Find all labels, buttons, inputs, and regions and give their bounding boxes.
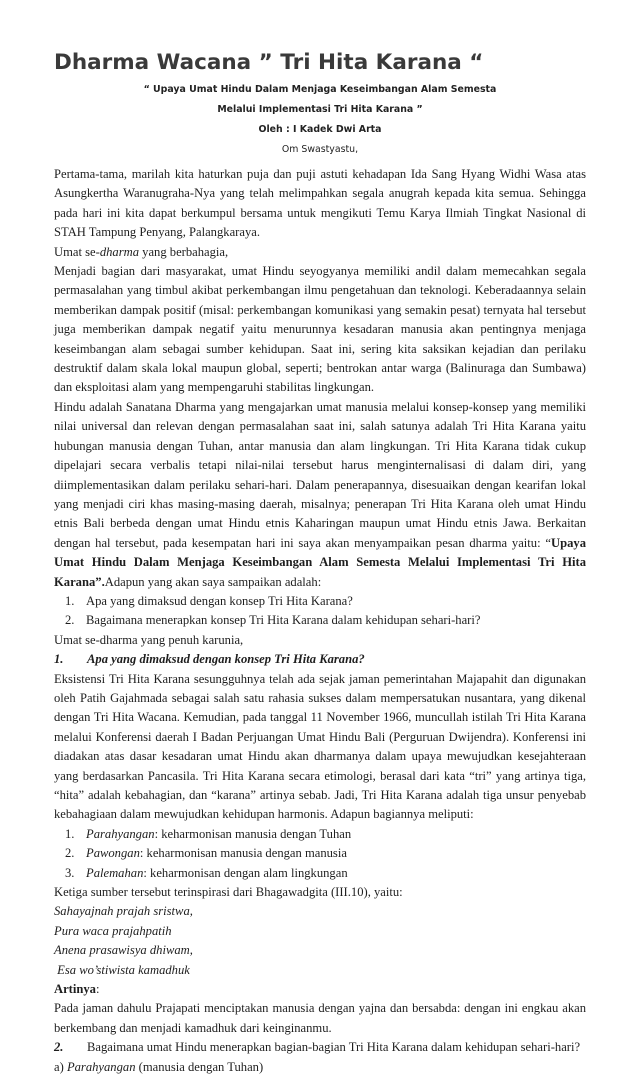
subsection-desc: (manusia dengan Tuhan): [135, 1059, 264, 1074]
meaning-colon: :: [95, 982, 100, 997]
paragraph-history: Eksistensi Tri Hita Karana sesungguhnya telah ada sejak jaman pemerintahan Majapahit dan digunakan oleh Patih Gajahmada sebagai salah satu rahasia sukses dalam mempersatukan nusantara, yang dikenal dengan Tri Hita Wacana. Kemudian, pada tanggal 11 November 1966, muncullah istilah Tri Hita Karana melalui Konferensi daerah I Badan Perjuangan Umat Hindu Bali (Perguruan Dwijendra). Konferensi ini diadakan atas dasar kesadaran umat Hindu akan dharmanya dalam upaya mewujudkan kesejahteraan yang berdasarkan Pancasila. Tri Hita Karana secara etimologi, berasal dari kata “tri” yang artinya tiga, “hita” adalah kebahagian, dan “karana” artinya sebab. Jadi, Tri Hita Karana adalah tiga unsur penyebab kebahagiaan dalam mewujudkan kehidupan harmonis. Adapun bagiannya meliputi:: [54, 671, 586, 822]
document-body: [54, 165, 586, 1077]
list-text: [86, 825, 351, 844]
intro-closing: Adapun yang akan saya sampaikan adalah:: [104, 574, 322, 589]
subsection-line: [54, 1058, 586, 1077]
list-text: Apa yang dimaksud dengan konsep Tri Hita Karana?: [86, 593, 353, 608]
subtitle-line-2: Melalui Implementasi Tri Hita Karana ”: [217, 104, 423, 115]
subtitle-line-1: “ Upaya Umat Hindu Dalam Menjaga Keseimbangan Alam Semesta: [143, 84, 497, 95]
list-number: 1.: [65, 826, 75, 841]
list-number: 2.: [65, 613, 75, 628]
paragraph-context: Menjadi bagian dari masyarakat, umat Hindu seyogyanya memiliki andil dalam memecahkan segala permasalahan yang timbul akibat perkembangan ilmu pengetahuan dan teknologi. Keberadaannya selain memberikan dampak positif (misal: perkembangan komunikasi yang semakin pesat) ternyata hal tersebut juga memberikan dampak negatif yaitu menurunnya kesadaran manusia akan pentingnya menjaga keseimbangan alam sebagai sumber kehidupan. Saat ini, sering kita saksikan kejadian dan perilaku destruktif dalam skala lokal maupun global, seperti; bentrokan antar warga (Balinuraga dan Sumbawa) dan eksploitasi alam yang mempengaruhi stabilitas lingkungan.: [54, 264, 586, 395]
verse-line: Sahayajnah prajah sristwa,: [54, 904, 193, 919]
heading-text: Bagaimana umat Hindu menerapkan bagian-bagian Tri Hita Karana dalam kehidupan sehari-hari?: [87, 1040, 581, 1055]
paragraph-introduction: [54, 398, 586, 592]
salutation-line-2: Umat se-dharma yang penuh karunia,: [54, 632, 244, 647]
author-line: Oleh : I Kadek Dwi Arta: [258, 124, 382, 135]
verse-line: Anena prasawisya dhiwam,: [54, 943, 193, 958]
list-item: [54, 825, 586, 844]
subsection-prefix: a): [54, 1059, 67, 1074]
list-item: [54, 611, 586, 630]
subsection-term: Parahyangan: [66, 1059, 136, 1074]
heading-number: 2.: [54, 1040, 64, 1055]
part-desc: : keharmonisan dengan alam lingkungan: [143, 865, 348, 880]
meaning-label: Artinya: [54, 982, 96, 997]
verse-line: Esa wo’stiwista kamadhuk: [54, 962, 190, 977]
list-text: [86, 844, 347, 863]
intro-theme-bold: Upaya Umat Hindu Dalam Menjaga Keseimbangan Alam Semesta Melalui Implementasi Tri Hita Karana”.: [54, 535, 586, 589]
parts-list: [54, 825, 586, 883]
part-term: Parahyangan: [86, 826, 155, 841]
part-term: Pawongan: [86, 846, 140, 861]
salutation-pre: Umat se-: [54, 244, 100, 259]
list-text: Bagaimana menerapkan konsep Tri Hita Karana dalam kehidupan sehari-hari?: [86, 613, 481, 628]
list-number: 2.: [65, 846, 75, 861]
document-page: [54, 50, 586, 1077]
source-line: Ketiga sumber tersebut terinspirasi dari Bhagawadgita (III.10), yaitu:: [54, 885, 403, 900]
questions-list: [54, 592, 586, 631]
verse-line: Pura waca prajahpatih: [54, 923, 172, 938]
part-desc: : keharmonisan manusia dengan Tuhan: [154, 826, 352, 841]
salutation-line: [54, 243, 586, 262]
list-item: [54, 844, 586, 863]
document-title: Dharma Wacana ” Tri Hita Karana “: [54, 50, 484, 75]
paragraph-meaning: Pada jaman dahulu Prajapati menciptakan manusia dengan yajna dan bersabda: dengan ini engkau akan berkembang dan menjadi kamadhuk dari keinginanmu.: [54, 1001, 586, 1035]
heading-number: 1.: [54, 652, 64, 667]
list-text: [86, 864, 348, 883]
list-item: [54, 864, 586, 883]
list-item: [54, 592, 586, 611]
section-heading-2: [54, 1038, 586, 1057]
greeting-line: Om Swastyastu,: [281, 144, 359, 155]
part-term: Palemahan: [86, 865, 144, 880]
meaning-label-line: [54, 980, 586, 999]
list-number: 1.: [65, 593, 75, 608]
salutation-italic: dharma: [99, 244, 139, 259]
list-number: 3.: [65, 865, 75, 880]
salutation-post: yang berbahagia,: [139, 244, 229, 259]
part-desc: : keharmonisan manusia dengan manusia: [139, 846, 347, 861]
heading-text: Apa yang dimaksud dengan konsep Tri Hita Karana?: [87, 652, 365, 667]
intro-text: Hindu adalah Sanatana Dharma yang mengajarkan umat manusia melalui konsep-konsep yang memiliki nilai universal dan relevan dengan permasalahan saat ini, salah satunya adalah Tri Hita Karana yaitu hubungan manusia dengan Tuhan, antar manusia dan alam lingkungan. Tri Hita Karana tidak cukup dipelajari secara verbalis tetapi nilai-nilai tersebut harus menginternalisasi di dalam diri, yang diimplementasikan dalam perilaku sehari-hari. Dalam penerapannya, disesuaikan dengan kearifan lokal yang menjadi ciri khas masing-masing daerah, misalnya; penerapan Tri Hita Karana oleh umat Hindu etnis Bali berbeda dengan umat Hindu etnis Kaharingan maupun umat Hindu etnis Jawa. Berkaitan dengan hal tersebut, pada kesempatan hari ini saya akan menyampaikan pesan dharma yaitu: “: [54, 399, 586, 550]
paragraph-opening: Pertama-tama, marilah kita haturkan puja dan puji astuti kehadapan Ida Sang Hyang Widhi Wasa atas Asungkertha Waranugraha-Nya yang telah melimpahkan segala anugrah kepada kita semua. Sehingga pada hari ini kita dapat berkumpul bersama untuk mengikuti Temu Karya Ilmiah Tingkat Nasional di STAH Tampung Penyang, Palangkaraya.: [54, 167, 586, 240]
section-heading-1: [54, 650, 586, 669]
